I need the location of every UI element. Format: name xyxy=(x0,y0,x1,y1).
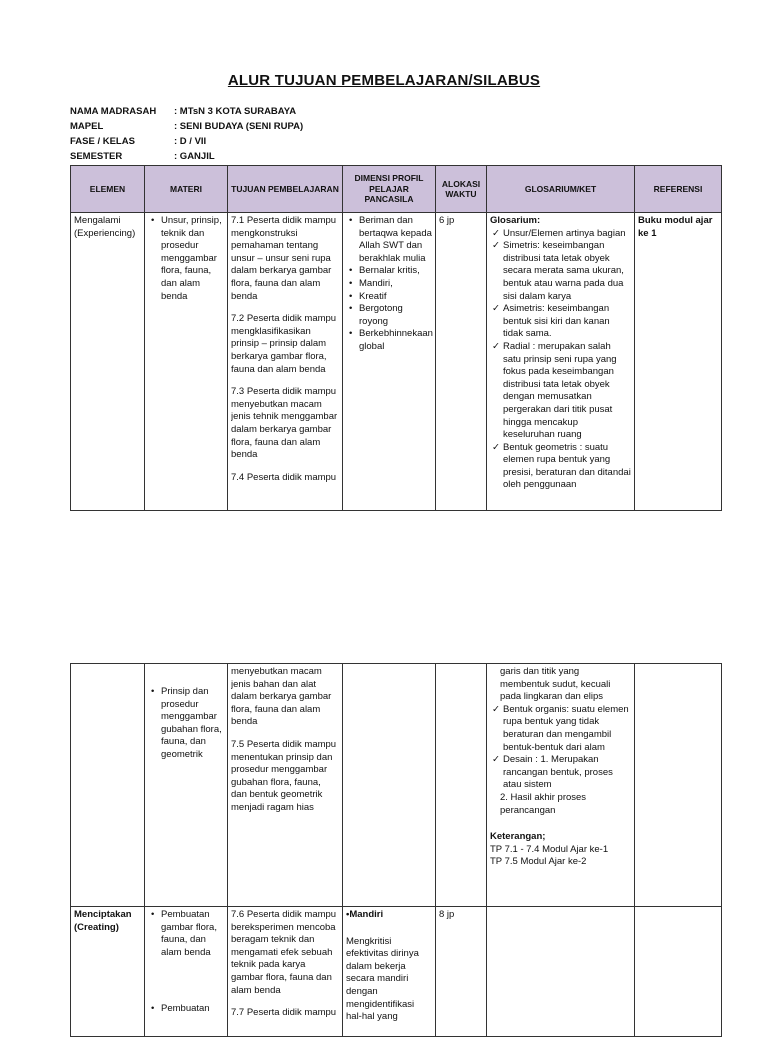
header-glosarium: GLOSARIUM/KET xyxy=(487,166,635,213)
cell-materi xyxy=(145,907,228,1037)
dimensi-description: Mengkritisi efektivitas dirinya dalam bekerja secara mandiri dengan mengidentifikasi hal-hal yang xyxy=(346,935,419,1021)
header-alokasi: ALOKASI WAKTU xyxy=(436,166,487,213)
glosarium-item: ✓ Radial : merupakan salah satu prinsip seni rupa yang fokus pada keseimbangan distribusi tata letak obyek dengan memusatkan pergerakan dari titik pusat hingga mencakup keseluruhan ruang xyxy=(503,341,631,442)
cell-referensi xyxy=(635,664,722,907)
glosarium-item: ✓ Bentuk organis: suatu elemen rupa bentuk yang tidak beraturan dan mengambil bentuk-bentuk dari alam xyxy=(503,704,631,754)
meta-row-mapel xyxy=(70,119,303,134)
dimensi-item: • Kreatif xyxy=(359,291,432,304)
dimensi-item: • Bergotong royong xyxy=(359,303,432,328)
glosarium-item: ✓ Simetris: keseimbangan distribusi tata letak obyek secara merata sama ukuran, bentuk atau warna pada dua sisi dalam karya xyxy=(503,240,631,303)
table-header-row xyxy=(71,166,722,213)
meta-label: FASE / KELAS xyxy=(70,136,135,147)
cell-dimensi xyxy=(343,907,436,1037)
alokasi-text: 8 jp xyxy=(439,909,455,920)
tp-item: 7.4 Peserta didik mampu xyxy=(231,471,337,483)
cell-tujuan xyxy=(228,213,343,511)
cell-referensi xyxy=(635,907,722,1037)
table-row xyxy=(71,664,722,907)
glosarium-item: ✓ Asimetris: keseimbangan bentuk sisi kiri dan kanan tidak sama. xyxy=(503,303,631,341)
meta-label: MAPEL xyxy=(70,121,104,132)
syllabus-table-page-2 xyxy=(70,663,722,1037)
header-elemen: ELEMEN xyxy=(71,166,145,213)
tp-item: menyebutkan macam jenis bahan dan alat dalam berkarya gambar flora, fauna dan alam benda xyxy=(231,666,332,728)
tp-item: 7.6 Peserta didik mampu bereksperimen mencoba beragam teknik dan mengamati efek sebuah teknik pada karya gambar flora, fauna dan alam benda xyxy=(231,909,337,996)
cell-glosarium xyxy=(487,213,635,511)
dimensi-title: •Mandiri xyxy=(346,909,384,920)
dimensi-item: • Beriman dan bertaqwa kepada Allah SWT dan berakhlak mulia xyxy=(359,215,432,265)
tp-item: 7.3 Peserta didik mampu menyebutkan macam jenis tehnik menggambar dalam berkarya gambar flora, fauna dan alam benda xyxy=(231,386,338,461)
document-title: ALUR TUJUAN PEMBELAJARAN/SILABUS xyxy=(227,72,541,89)
table-row xyxy=(71,213,722,511)
dimensi-title-text: Mandiri xyxy=(349,909,384,920)
header-referensi: REFERENSI xyxy=(635,166,722,213)
keterangan-item: TP 7.1 - 7.4 Modul Ajar ke-1 xyxy=(490,843,609,855)
tp-item: 7.5 Peserta didik mampu menentukan prinsip dan prosedur menggambar gubahan flora, fauna, dan bentuk geometrik menjadi ragam hias xyxy=(231,738,337,813)
dimensi-item: • Mandiri, xyxy=(359,278,432,291)
meta-row-semester xyxy=(70,149,303,164)
cell-materi xyxy=(145,664,228,907)
meta-row-fase xyxy=(70,134,303,149)
materi-item: • Pembuatan xyxy=(161,1003,224,1016)
header-dimensi: DIMENSI PROFIL PELAJAR PANCASILA xyxy=(343,166,436,213)
glosarium-item: ✓ Unsur/Elemen artinya bagian xyxy=(503,228,631,241)
tp-item: 7.7 Peserta didik mampu xyxy=(231,1007,337,1019)
glosarium-continued: garis dan titik yang membentuk sudut, kecuali pada lingkaran dan elips xyxy=(500,666,611,703)
meta-label: NAMA MADRASAH xyxy=(70,106,157,117)
dimensi-item: • Bernalar kritis, xyxy=(359,265,432,278)
keterangan-item: TP 7.5 Modul Ajar ke-2 xyxy=(490,856,587,868)
meta-value: : D / VII xyxy=(174,136,207,147)
meta-value: : GANJIL xyxy=(174,151,215,162)
elemen-text: Menciptakan (Creating) xyxy=(74,909,132,933)
tp-item: 7.2 Peserta didik mampu mengklasifikasikan prinsip – prinsip dalam berkarya gambar flora, fauna dan alam benda xyxy=(231,313,337,375)
materi-item: • Pembuatan gambar flora, fauna, dan alam benda xyxy=(161,909,224,959)
glosarium-item: ✓ Bentuk geometris : suatu elemen rupa bentuk yang presisi, beraturan dan ditandai oleh penggunaan xyxy=(503,442,631,492)
dimensi-item: • Berkebhinnekaan global xyxy=(359,328,432,353)
cell-elemen xyxy=(71,907,145,1037)
syllabus-table-page-1 xyxy=(70,165,722,511)
meta-value: : SENI BUDAYA (SENI RUPA) xyxy=(174,121,304,132)
cell-tujuan xyxy=(228,664,343,907)
cell-referensi xyxy=(635,213,722,511)
cell-elemen xyxy=(71,213,145,511)
referensi-text: Buku modul ajar ke 1 xyxy=(638,215,713,239)
cell-glosarium xyxy=(487,664,635,907)
cell-dimensi xyxy=(343,664,436,907)
cell-tujuan xyxy=(228,907,343,1037)
cell-alokasi xyxy=(436,213,487,511)
meta-value: : MTsN 3 KOTA SURABAYA xyxy=(174,106,297,117)
materi-item: • Prinsip dan prosedur menggambar gubahan flora, fauna, dan geometrik xyxy=(161,686,224,762)
header-tujuan: TUJUAN PEMBELAJARAN xyxy=(228,166,343,213)
meta-info xyxy=(70,104,303,164)
meta-label: SEMESTER xyxy=(70,151,123,162)
materi-item: • Unsur, prinsip, teknik dan prosedur menggambar flora, fauna, dan alam benda xyxy=(161,215,224,303)
cell-dimensi xyxy=(343,213,436,511)
cell-alokasi xyxy=(436,907,487,1037)
elemen-text: Mengalami (Experiencing) xyxy=(74,215,136,239)
header-materi: MATERI xyxy=(145,166,228,213)
meta-row-madrasah xyxy=(70,104,303,119)
cell-elemen xyxy=(71,664,145,907)
glosarium-item: ✓ Desain : 1. Merupakan rancangan bentuk, proses atau sistem xyxy=(503,754,631,792)
alokasi-text: 6 jp xyxy=(439,215,455,226)
cell-glosarium xyxy=(487,907,635,1037)
glosarium-desain-2: 2. Hasil akhir proses perancangan xyxy=(500,791,587,816)
tp-item: 7.1 Peserta didik mampu mengkonstruksi pemahaman tentang unsur – unsur seni rupa dalam berkarya gambar flora, fauna dan alam benda xyxy=(231,215,337,302)
table-row xyxy=(71,907,722,1037)
keterangan-title: Keterangan; xyxy=(490,831,546,843)
cell-materi xyxy=(145,213,228,511)
cell-alokasi xyxy=(436,664,487,907)
glosarium-title: Glosarium: xyxy=(490,215,541,226)
